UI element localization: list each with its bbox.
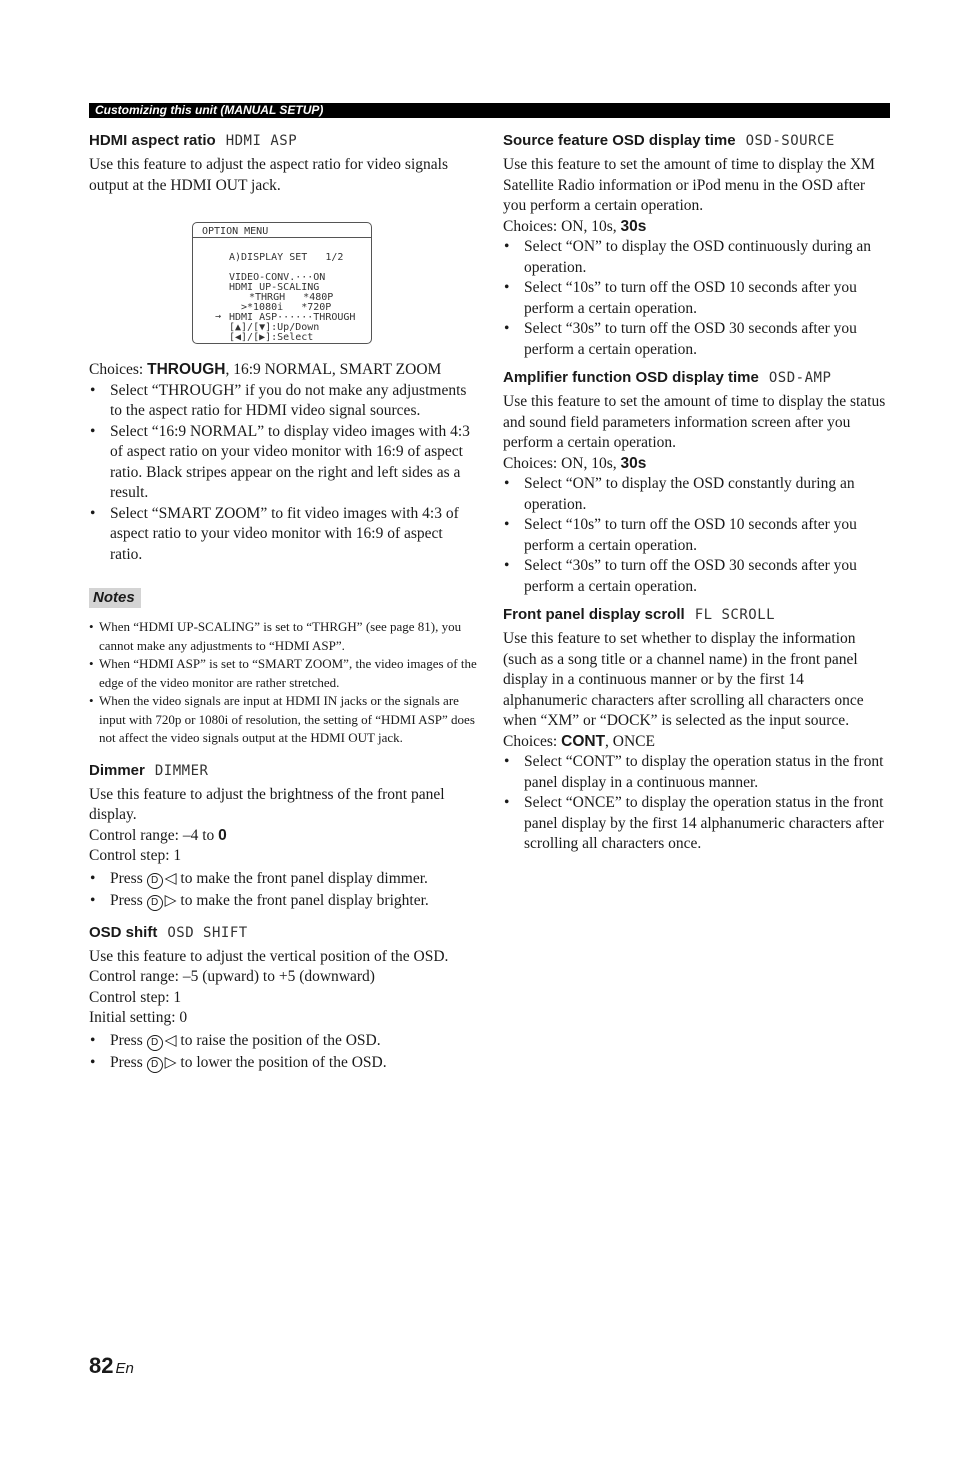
osd-divider <box>193 237 371 238</box>
range-default: 0 <box>218 826 227 844</box>
amp-osd-heading <box>503 367 891 389</box>
press-text: Press <box>110 892 143 909</box>
left-arrow-icon: ◁ <box>164 869 177 887</box>
osd-shift-heading <box>89 922 477 944</box>
heading-text: Front panel display scroll <box>503 606 685 623</box>
choices-default: CONT <box>561 732 606 750</box>
source-osd-choices <box>503 217 891 238</box>
osd-shift-bullets <box>89 1031 477 1074</box>
fl-scroll-bullets <box>503 752 891 855</box>
hdmi-aspect-description: Use this feature to adjust the aspect ratio for video signals output at the HDMI OUT jack. <box>89 156 448 194</box>
dimmer-range <box>89 826 477 847</box>
list-item: • Select “THROUGH” if you do not make any adjustments to the aspect ratio for HDMI video signal sources. <box>89 381 477 422</box>
osd-line: HDMI UP-SCALING <box>229 282 320 293</box>
choices-label: Choices: <box>89 361 148 378</box>
section-header-bar <box>89 103 890 118</box>
osd-shift-description: Use this feature to adjust the vertical position of the OSD. <box>89 947 449 965</box>
heading-text: Amplifier function OSD display time <box>503 369 759 386</box>
choices-rest: , ONCE <box>605 732 655 750</box>
list-item: • Select “ONCE” to display the operation status in the front panel display by the first 14 alphanumeric characters after scrolling all characters once. <box>503 793 891 855</box>
heading-text: OSD shift <box>89 923 158 941</box>
choices-label: Choices: ON, 10s, <box>503 217 621 235</box>
bullet-text: to make the front panel display brighter. <box>176 892 429 909</box>
heading-text: Dimmer <box>89 761 145 779</box>
language-code: En <box>115 1360 134 1377</box>
osd-cursor-arrow-icon: → <box>215 311 222 322</box>
list-item: • Select “10s” to turn off the OSD 10 seconds after you perform a certain operation. <box>503 515 891 556</box>
d-button-icon: D <box>147 895 163 911</box>
left-arrow-icon: ◁ <box>164 1031 177 1049</box>
hdmi-bullets <box>89 381 477 566</box>
source-osd-section <box>503 130 891 360</box>
choices-default: 30s <box>620 217 647 235</box>
right-column <box>503 130 891 862</box>
osd-line: A)DISPLAY SET 1/2 <box>229 252 344 263</box>
heading-text: Source feature OSD display time <box>503 132 736 149</box>
hdmi-aspect-section <box>89 130 477 565</box>
note-item: • When “HDMI ASP” is set to “SMART ZOOM”, the video images of the edge of the video monitor are rather stretched. <box>89 655 477 692</box>
press-text: Press <box>110 1031 143 1049</box>
source-osd-bullets <box>503 237 891 360</box>
osd-line: OPTION MENU <box>202 226 269 237</box>
osd-code: HDMI ASP <box>225 133 298 149</box>
amp-osd-choices <box>503 454 891 475</box>
range-label: Control range: –4 to <box>89 826 219 844</box>
fl-scroll-heading <box>503 604 891 626</box>
osd-menu-illustration <box>192 222 372 344</box>
dimmer-bullets <box>89 869 477 912</box>
dimmer-step: Control step: 1 <box>89 847 182 864</box>
choices-default: 30s <box>620 454 647 472</box>
list-item <box>89 869 477 890</box>
bullet-text: to raise the position of the OSD. <box>176 1031 381 1049</box>
d-button-icon: D <box>147 1035 163 1051</box>
notes-section <box>89 572 477 748</box>
right-arrow-icon: ▷ <box>164 892 177 909</box>
fl-scroll-section <box>503 604 891 855</box>
list-item: • Select “16:9 NORMAL” to display video images with 4:3 of aspect ratio on your video monitor with 16:9 of aspect ratio. Black stripes appear on the right and left sides as a result. <box>89 422 477 504</box>
osd-line: [▲]/[▼]:Up/Down <box>229 322 320 333</box>
hdmi-aspect-heading <box>89 130 477 152</box>
choices-default: THROUGH <box>147 361 226 378</box>
note-item: • When “HDMI UP-SCALING” is set to “THRGH” (see page 81), you cannot make any adjustments to “HDMI ASP”. <box>89 618 477 655</box>
osd-code: OSD SHIFT <box>167 924 248 941</box>
list-item <box>89 1053 477 1074</box>
dimmer-description: Use this feature to adjust the brightness of the front panel display. <box>89 785 445 823</box>
fl-scroll-choices <box>503 732 891 753</box>
left-column <box>89 130 477 1081</box>
source-osd-heading <box>503 130 891 152</box>
choices-label: Choices: <box>503 732 562 750</box>
bullet-text: to make the front panel display dimmer. <box>176 869 428 887</box>
amp-osd-description: Use this feature to set the amount of time to display the status and sound field parameters information screen after you perform a certain operation. <box>503 393 886 451</box>
list-item: • Select “ON” to display the OSD constantly during an operation. <box>503 474 891 515</box>
osd-code: OSD-SOURCE <box>745 133 835 149</box>
dimmer-heading <box>89 760 477 782</box>
dimmer-section <box>89 760 477 912</box>
list-item: • Select “CONT” to display the operation status in the front panel display in a continuous manner. <box>503 752 891 793</box>
list-item: • Select “10s” to turn off the OSD 10 seconds after you perform a certain operation. <box>503 278 891 319</box>
choices-label: Choices: ON, 10s, <box>503 454 621 472</box>
d-button-icon: D <box>147 1057 163 1073</box>
osd-line: VIDEO-CONV.···ON <box>229 272 326 283</box>
press-text: Press <box>110 1054 143 1071</box>
list-item: • Select “SMART ZOOM” to fit video images with 4:3 of aspect ratio to your video monitor with 16:9 of aspect ratio. <box>89 504 477 566</box>
osd-code: DIMMER <box>154 762 209 779</box>
osd-shift-range: Control range: –5 (upward) to +5 (downward) <box>89 968 375 985</box>
press-text: Press <box>110 869 143 887</box>
amp-osd-section <box>503 367 891 597</box>
choices-rest: , 16:9 NORMAL, SMART ZOOM <box>225 361 442 378</box>
list-item <box>89 891 477 912</box>
page-number-value: 82 <box>89 1353 114 1378</box>
right-arrow-icon: ▷ <box>164 1054 177 1071</box>
osd-code: FL SCROLL <box>694 607 776 623</box>
d-button-icon: D <box>147 873 163 889</box>
source-osd-description: Use this feature to set the amount of time to display the XM Satellite Radio information or iPod menu in the OSD after you perform a certain operation. <box>503 156 875 214</box>
osd-shift-step: Control step: 1 <box>89 988 182 1006</box>
page-number <box>89 1352 134 1383</box>
amp-osd-bullets <box>503 474 891 597</box>
list-item: • Select “30s” to turn off the OSD 30 seconds after you perform a certain operation. <box>503 319 891 360</box>
osd-line: >*1080i *720P <box>241 302 332 313</box>
osd-shift-section <box>89 922 477 1074</box>
osd-line: HDMI ASP······THROUGH <box>229 312 356 323</box>
list-item: • Select “ON” to display the OSD continuously during an operation. <box>503 237 891 278</box>
list-item: • Select “30s” to turn off the OSD 30 seconds after you perform a certain operation. <box>503 556 891 597</box>
section-header-title: Customizing this unit (MANUAL SETUP) <box>95 103 324 117</box>
osd-line: [◀]/[▶]:Select <box>229 332 314 343</box>
hdmi-choices <box>89 360 477 381</box>
fl-scroll-description: Use this feature to set whether to display the information (such as a song title or a channel name) in the front panel display in a continuous manner or by the first 14 alphanumeric characters after scrolling all characters once when “XM” or “DOCK” is selected as the input source. <box>503 630 864 729</box>
osd-line: *THRGH *480P <box>249 292 334 303</box>
notes-list <box>89 618 477 748</box>
heading-text: HDMI aspect ratio <box>89 132 216 149</box>
list-item <box>89 1031 477 1052</box>
osd-code: OSD-AMP <box>768 370 832 386</box>
osd-shift-initial: Initial setting: 0 <box>89 1009 188 1026</box>
bullet-text: to lower the position of the OSD. <box>176 1054 387 1071</box>
note-item: • When the video signals are input at HDMI IN jacks or the signals are input with 720p or 1080i of resolution, the setting of “HDMI ASP” does not affect the video signals output at the HDMI OUT jack. <box>89 692 477 748</box>
notes-label: Notes <box>89 588 141 608</box>
